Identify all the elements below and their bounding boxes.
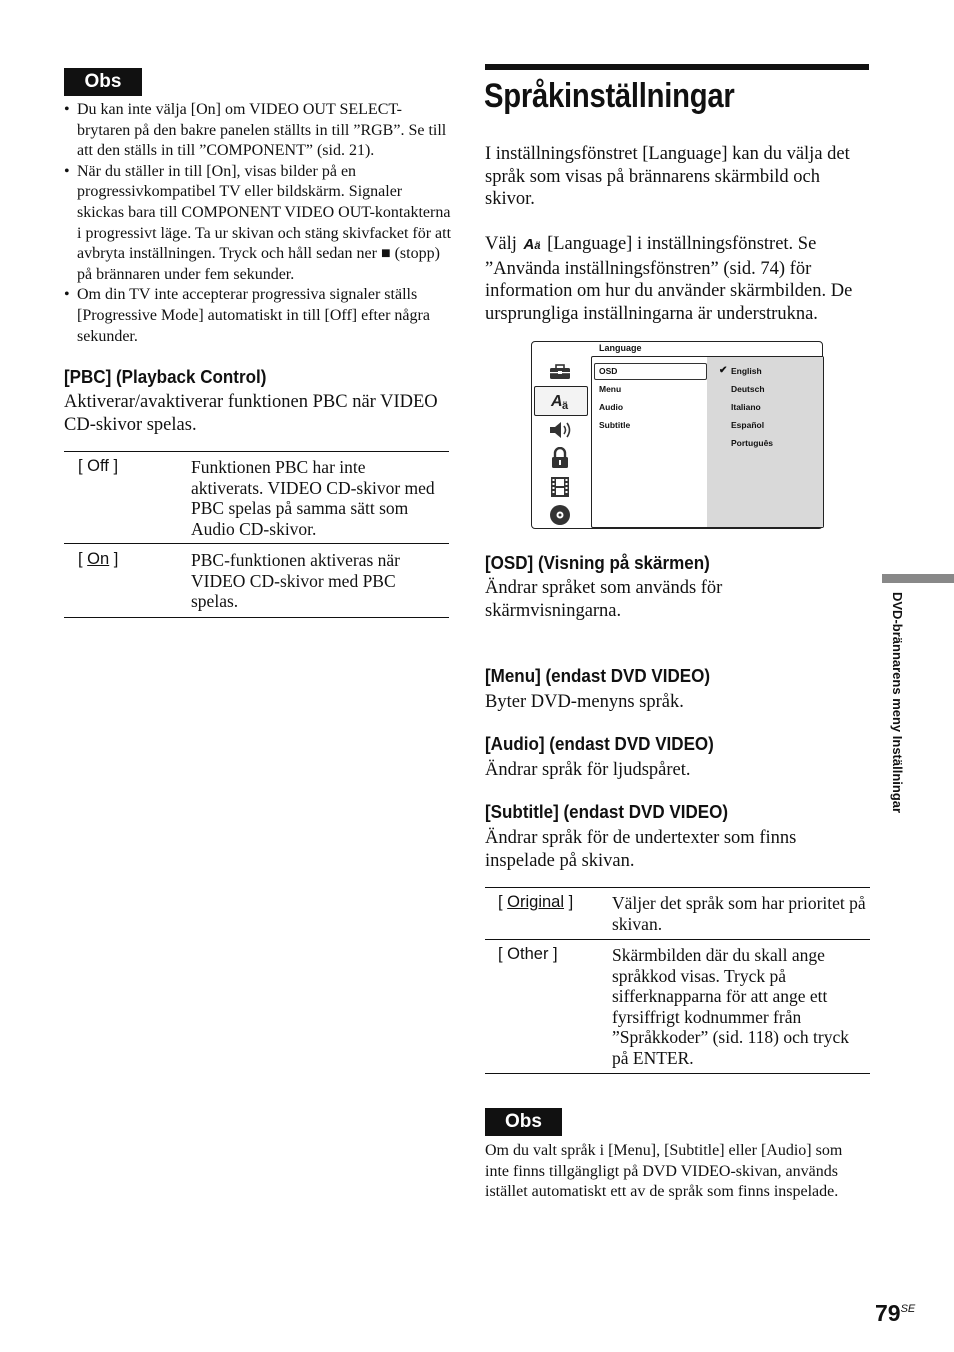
menu-item-menu[interactable]: Menu (599, 384, 622, 394)
obs-note-1: • Du kan inte välja [On] om VIDEO OUT SELECT-brytaren på den bakre panelen ställts in till ”RGB”. Se till att den ställs in till ”COMPONENT” (sid. 21). (64, 100, 452, 162)
language-option-espanol[interactable]: Español (731, 420, 765, 430)
language-setup-screen (531, 341, 823, 529)
obs-label: Obs (64, 68, 142, 96)
menu-heading: [Menu] (endast DVD VIDEO) (485, 665, 711, 686)
svg-text:A: A (551, 393, 563, 410)
checkmark-icon: ✔ (719, 365, 728, 376)
language-option-deutsch[interactable]: Deutsch (731, 384, 765, 394)
obs-notes (64, 100, 452, 347)
select-instruction: Välj Aä [Language] i inställningsfönstret. Se ”Använda inställningsfönstren” (sid. 74) för information om hur du använder skärmbilden. De ursprungliga inställningarna är understrukna. (485, 234, 853, 324)
language-option-italiano[interactable]: Italiano (731, 402, 761, 412)
pbc-row-off (64, 452, 449, 543)
option-description: Väljer det språk som har prioritet på skivan. (612, 893, 866, 934)
lock-icon[interactable] (534, 444, 586, 472)
section-tab-label: DVD-brännarens meny Inställningar (890, 592, 905, 814)
pbc-heading: [PBC] (Playback Control) (64, 366, 267, 387)
menu-item-audio[interactable]: Audio (599, 402, 624, 412)
pbc-description: Aktiverar/avaktiverar funktionen PBC när VIDEO CD-skivor spelas. (64, 392, 438, 435)
svg-text:ä: ä (562, 400, 569, 412)
subtitle-heading: [Subtitle] (endast DVD VIDEO) (485, 801, 729, 822)
screen-title: Language (599, 343, 642, 353)
toolbox-icon[interactable] (534, 358, 586, 386)
option-label: [ Other ] (498, 945, 558, 963)
pbc-table (64, 451, 449, 618)
option-label: [ On ] (78, 550, 119, 568)
page-number: $79^{SE}$ (875, 1300, 916, 1326)
language-option-english[interactable]: English (731, 366, 762, 376)
subtitle-row-other (485, 939, 870, 1073)
language-icon: Aä (523, 236, 541, 253)
setup-icon-column (532, 342, 588, 528)
obs-note-3: • Om din TV inte accepterar progressiva signaler ställs [Progressive Mode] automatiskt in till [Off] efter några sekunder. (64, 285, 452, 347)
obs-note-2: • När du ställer in till [On], visas bilder på en progressivkompatibel TV eller bildskärm. Signaler skickas bara till COMPONENT VIDEO OUT-kontakterna i progressivt läge. Ta ur skivan och stäng skivfacket för att avbryta inställningen. Tryck och håll sedan ner ■ (stopp) på brännaren under fem sekunder. (64, 162, 452, 286)
page-title: Språkinställningar (484, 77, 735, 115)
language-icon[interactable] (534, 386, 588, 416)
title-rule (485, 64, 869, 70)
subtitle-row-original (485, 888, 870, 939)
settings-pane (591, 356, 824, 528)
film-icon[interactable] (534, 473, 586, 501)
subtitle-description: Ändrar språk för de undertexter som finns inspelade på skivan. (485, 828, 797, 871)
menu-item-subtitle[interactable]: Subtitle (599, 420, 631, 430)
pbc-row-on (64, 543, 449, 617)
obs-label-right: Obs (485, 1108, 562, 1136)
language-list (707, 357, 823, 527)
option-label: [ Off ] (78, 457, 119, 475)
speaker-icon[interactable] (534, 416, 586, 444)
osd-description: Ändrar språket som används för skärmvisningarna. (485, 578, 723, 621)
osd-heading: [OSD] (Visning på skärmen) (485, 552, 710, 573)
menu-description: Byter DVD-menyns språk. (485, 692, 684, 712)
section-tab-bar (882, 574, 954, 583)
disc-icon[interactable] (534, 501, 586, 529)
language-option-portugues[interactable]: Português (731, 438, 774, 448)
obs-note-right: Om du valt språk i [Menu], [Subtitle] eller [Audio] som inte finns tillgängligt på DVD VIDEO-skivan, används istället automatiskt ett av de språk som finns inspelade. (485, 1142, 843, 1201)
subtitle-table (485, 887, 870, 1074)
audio-heading: [Audio] (endast DVD VIDEO) (485, 733, 714, 754)
intro-text: I inställningsfönstret [Language] kan du välja det språk som visas på brännarens skärmbild och skivor. (485, 144, 850, 209)
option-label: [ Original ] (498, 893, 574, 911)
option-description: Skärmbilden där du skall ange språkkod visas. Tryck på sifferknapparna för att ange ett fyrsiffrigt kodnummer från ”Språkkoder” (sid. 118) och tryck på ENTER. (612, 945, 849, 1068)
option-description: Funktionen PBC har inte aktiverats. VIDEO CD-skivor med PBC spelas på samma sätt som Audio CD-skivor. (191, 457, 435, 539)
menu-item-osd[interactable]: OSD (599, 366, 618, 376)
audio-description: Ändrar språk för ljudspåret. (485, 760, 691, 780)
option-description: PBC-funktionen aktiveras när VIDEO CD-skivor med PBC spelas. (191, 550, 400, 611)
